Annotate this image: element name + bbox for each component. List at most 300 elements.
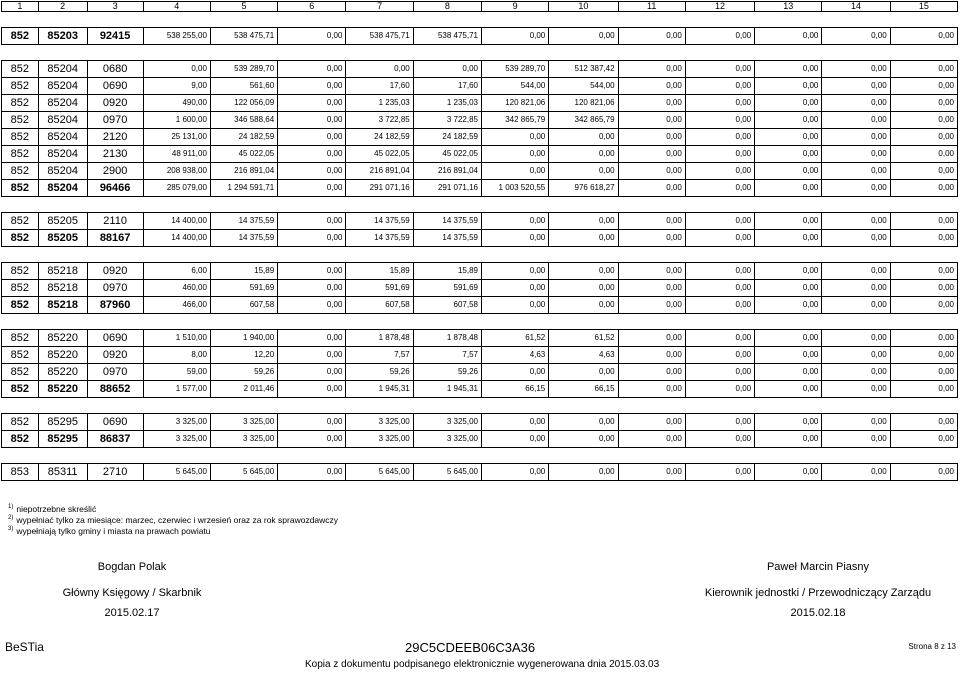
table-cell: 85205 [38,230,87,247]
table-cell: 1 294 591,71 [210,180,277,197]
table-cell: 0,00 [685,213,754,230]
table-cell: 5 645,00 [413,464,481,481]
table-cell: 122 056,09 [210,95,277,112]
table-cell: 0,00 [890,61,957,78]
table-cell: 0690 [87,78,143,95]
table-cell: 0,00 [822,263,890,280]
table-cell: 0,00 [822,213,890,230]
report-table [1,1,958,481]
table-row [2,280,958,297]
table-cell: 0,00 [822,431,890,448]
table-cell: 14 375,59 [210,230,277,247]
table-cell: 0,00 [890,129,957,146]
table-cell: 14 375,59 [413,230,481,247]
table-cell: 0,00 [890,263,957,280]
table-cell: 0920 [87,95,143,112]
table-cell: 1 945,31 [346,381,413,398]
table-cell: 0,00 [685,414,754,431]
table-cell: 85295 [38,414,87,431]
table-cell: 852 [2,230,39,247]
table-cell: 0,00 [890,381,957,398]
table-cell: 12,20 [210,347,277,364]
table-row-total [2,28,958,45]
table-cell: 538 475,71 [210,28,277,45]
table-cell: 85218 [38,263,87,280]
group-spacer [2,197,958,213]
table-cell: 3 325,00 [346,414,413,431]
table-cell: 0,00 [755,129,822,146]
table-cell: 0,00 [618,61,685,78]
table-cell: 0690 [87,414,143,431]
table-cell: 1 878,48 [346,330,413,347]
table-cell: 512 387,42 [549,61,618,78]
group-spacer [2,314,958,330]
table-cell: 0,00 [482,163,549,180]
table-cell: 0,00 [549,364,618,381]
table-cell: 0,00 [618,112,685,129]
table-cell: 0,00 [549,213,618,230]
table-cell: 0,00 [685,112,754,129]
table-cell: 88652 [87,381,143,398]
table-cell: 0,00 [755,78,822,95]
table-cell: 852 [2,95,39,112]
table-cell: 0,00 [822,330,890,347]
table-cell: 85203 [38,28,87,45]
table-cell: 87960 [87,297,143,314]
table-cell: 216 891,04 [346,163,413,180]
column-number: 4 [143,2,210,12]
table-cell: 3 325,00 [346,431,413,448]
table-cell: 0680 [87,61,143,78]
table-cell: 2 011,46 [210,381,277,398]
table-cell: 539 289,70 [210,61,277,78]
table-cell: 0,00 [278,280,346,297]
table-cell: 0,00 [822,364,890,381]
table-cell: 0,00 [278,263,346,280]
page-number: Strona 8 z 13 [908,642,956,651]
table-cell: 2120 [87,129,143,146]
table-row [2,464,958,481]
table-cell: 0,00 [755,431,822,448]
table-row [2,330,958,347]
table-cell: 0,00 [278,464,346,481]
table-cell: 0,00 [755,112,822,129]
table-cell: 0,00 [822,61,890,78]
table-cell: 0,00 [822,297,890,314]
table-cell: 0,00 [482,213,549,230]
table-cell: 0,00 [618,180,685,197]
table-cell: 0,00 [890,213,957,230]
table-cell: 3 722,85 [413,112,481,129]
table-cell: 0,00 [278,95,346,112]
table-cell: 0,00 [822,414,890,431]
table-cell: 14 375,59 [210,213,277,230]
table-row [2,347,958,364]
table-cell: 24 182,59 [346,129,413,146]
group-spacer [2,448,958,464]
table-cell: 9,00 [143,78,210,95]
table-cell: 85220 [38,330,87,347]
table-cell: 342 865,79 [549,112,618,129]
table-cell: 0,00 [890,280,957,297]
table-cell: 0,00 [685,364,754,381]
table-cell: 85218 [38,297,87,314]
table-cell: 14 375,59 [346,230,413,247]
table-cell: 0690 [87,330,143,347]
table-cell: 0,00 [482,297,549,314]
table-cell: 0,00 [482,28,549,45]
table-row [2,129,958,146]
table-cell: 460,00 [143,280,210,297]
table-cell: 85204 [38,78,87,95]
table-cell: 852 [2,330,39,347]
table-cell: 0,00 [685,347,754,364]
table-cell: 1 940,00 [210,330,277,347]
table-cell: 14 375,59 [413,213,481,230]
table-cell: 0,00 [618,95,685,112]
table-cell: 216 891,04 [210,163,277,180]
table-cell: 0,00 [143,61,210,78]
table-cell: 852 [2,280,39,297]
table-cell: 0,00 [685,28,754,45]
table-cell: 0,00 [482,431,549,448]
table-cell: 0,00 [685,146,754,163]
signer-left-date: 2015.02.17 [104,607,160,619]
table-cell: 0,00 [822,347,890,364]
table-cell: 0,00 [755,95,822,112]
table-cell: 0,00 [822,28,890,45]
table-cell: 0,00 [482,263,549,280]
column-number: 9 [482,2,549,12]
table-cell: 0,00 [890,112,957,129]
table-cell: 0,00 [482,230,549,247]
table-cell: 0,00 [890,297,957,314]
table-cell: 0920 [87,347,143,364]
table-cell: 852 [2,180,39,197]
table-cell: 85205 [38,213,87,230]
table-cell: 17,60 [413,78,481,95]
table-cell: 976 618,27 [549,180,618,197]
table-cell: 0,00 [482,364,549,381]
group-spacer [2,12,958,28]
table-cell: 88167 [87,230,143,247]
table-cell: 852 [2,213,39,230]
table-cell: 59,00 [143,364,210,381]
table-cell: 92415 [87,28,143,45]
table-row [2,95,958,112]
table-cell: 0,00 [890,330,957,347]
table-cell: 5 645,00 [143,464,210,481]
table-cell: 0,00 [890,364,957,381]
table-cell: 291 071,16 [346,180,413,197]
footnote-3: $^{3)}$ wypełniają tylko gminy i miasta na prawach powiatu [8,526,211,536]
table-cell: 85220 [38,381,87,398]
table-cell: 0,00 [890,464,957,481]
table-cell: 0,00 [755,347,822,364]
table-cell: 0,00 [822,95,890,112]
table-cell: 0,00 [822,112,890,129]
table-cell: 0,00 [618,78,685,95]
table-cell: 0,00 [482,464,549,481]
table-cell: 0,00 [618,381,685,398]
table-cell: 0,00 [482,414,549,431]
footnote-2: $^{2)}$ wypełniać tylko za miesiące: marzec, czerwiec i wrzesień oraz za rok sprawozdawczy [8,515,339,525]
table-row [2,112,958,129]
table-cell: 852 [2,28,39,45]
table-cell: 342 865,79 [482,112,549,129]
table-cell: 490,00 [143,95,210,112]
table-cell: 8,00 [143,347,210,364]
table-cell: 85311 [38,464,87,481]
table-cell: 0,00 [685,280,754,297]
table-cell: 852 [2,381,39,398]
table-cell: 0,00 [755,163,822,180]
table-cell: 0,00 [549,431,618,448]
table-cell: 0,00 [755,61,822,78]
table-cell: 0,00 [685,381,754,398]
table-cell: 0,00 [890,163,957,180]
table-cell: 1 003 520,55 [482,180,549,197]
table-cell: 0,00 [755,146,822,163]
table-cell: 0,00 [278,347,346,364]
table-cell: 0,00 [755,330,822,347]
table-cell: 7,57 [346,347,413,364]
table-cell: 0,00 [549,464,618,481]
table-cell: 0,00 [549,414,618,431]
table-cell: 24 182,59 [413,129,481,146]
system-name: BeSTia [5,640,44,654]
table-cell: 0,00 [278,213,346,230]
table-cell: 0,00 [685,129,754,146]
table-cell: 1 878,48 [413,330,481,347]
table-cell: 0,00 [278,230,346,247]
signer-left-name: Bogdan Polak [97,561,167,573]
table-cell: 2130 [87,146,143,163]
table-cell: 0,00 [755,297,822,314]
table-cell: 96466 [87,180,143,197]
table-cell: 85204 [38,146,87,163]
table-cell: 539 289,70 [482,61,549,78]
table-cell: 15,89 [346,263,413,280]
column-number: 6 [278,2,346,12]
table-cell: 0,00 [413,61,481,78]
table-cell: 0,00 [482,146,549,163]
table-cell: 0,00 [685,95,754,112]
table-cell: 85220 [38,347,87,364]
group-spacer [2,398,958,414]
table-cell: 2710 [87,464,143,481]
table-cell: 0,00 [278,297,346,314]
column-number: 15 [890,2,957,12]
table-cell: 14 400,00 [143,213,210,230]
column-number: 3 [87,2,143,12]
column-number: 7 [346,2,413,12]
table-cell: 0,00 [685,163,754,180]
table-cell: 0,00 [278,364,346,381]
table-cell: 0,00 [890,431,957,448]
table-cell: 25 131,00 [143,129,210,146]
column-number: 12 [685,2,754,12]
table-cell: 48 911,00 [143,146,210,163]
table-cell: 607,58 [413,297,481,314]
table-cell: 0,00 [618,280,685,297]
table-cell: 852 [2,163,39,180]
copy-note: Kopia z dokumentu podpisanego elektronicznie wygenerowana dnia 2015.03.03 [305,659,660,670]
table-cell: 120 821,06 [482,95,549,112]
table-cell: 852 [2,263,39,280]
header-row [2,2,958,12]
table-cell: 0,00 [618,230,685,247]
table-cell: 0,00 [549,129,618,146]
table-row [2,146,958,163]
table-cell: 0,00 [618,364,685,381]
table-cell: 1 510,00 [143,330,210,347]
table-cell: 3 325,00 [143,414,210,431]
table-cell: 59,26 [346,364,413,381]
table-cell: 85204 [38,112,87,129]
table-cell: 17,60 [346,78,413,95]
table-cell: 852 [2,414,39,431]
table-cell: 0,00 [278,129,346,146]
table-cell: 0,00 [755,28,822,45]
table-cell: 0,00 [618,347,685,364]
table-cell: 0,00 [890,180,957,197]
table-cell: 0,00 [618,330,685,347]
table-cell: 0,00 [549,163,618,180]
table-cell: 0,00 [755,230,822,247]
table-cell: 5 645,00 [346,464,413,481]
table-cell: 0,00 [685,61,754,78]
table-cell: 0,00 [549,263,618,280]
table-cell: 24 182,59 [210,129,277,146]
table-cell: 85295 [38,431,87,448]
table-cell: 0,00 [278,381,346,398]
table-cell: 0,00 [549,28,618,45]
table-row-total [2,230,958,247]
table-cell: 0970 [87,280,143,297]
table-cell: 852 [2,129,39,146]
table-cell: 0,00 [890,78,957,95]
table-cell: 591,69 [346,280,413,297]
table-cell: 85204 [38,61,87,78]
table-cell: 285 079,00 [143,180,210,197]
table-cell: 0,00 [278,163,346,180]
table-cell: 4,63 [482,347,549,364]
table-cell: 15,89 [413,263,481,280]
table-cell: 3 325,00 [143,431,210,448]
table-cell: 0,00 [618,213,685,230]
table-cell: 85204 [38,180,87,197]
table-cell: 852 [2,297,39,314]
table-cell: 3 325,00 [413,414,481,431]
table-cell: 852 [2,146,39,163]
signer-right-date: 2015.02.18 [790,607,846,619]
table-cell: 0,00 [685,297,754,314]
table-cell: 0,00 [822,280,890,297]
table-cell: 59,26 [413,364,481,381]
table-cell: 0,00 [822,163,890,180]
table-cell: 0,00 [278,180,346,197]
table-row [2,213,958,230]
table-row-total [2,431,958,448]
signer-right-role: Kierownik jednostki / Przewodniczący Zarządu [704,587,932,599]
table-cell: 0,00 [755,180,822,197]
table-cell: 607,58 [346,297,413,314]
column-number: 8 [413,2,481,12]
table-cell: 6,00 [143,263,210,280]
table-cell: 0,00 [549,280,618,297]
table-cell: 466,00 [143,297,210,314]
column-number: 2 [38,2,87,12]
signer-right-name: Paweł Marcin Piasny [766,561,870,573]
table-cell: 3 325,00 [210,414,277,431]
table-cell: 852 [2,78,39,95]
table-cell: 1 945,31 [413,381,481,398]
table-cell: 0,00 [755,381,822,398]
table-cell: 0,00 [822,146,890,163]
column-number: 14 [822,2,890,12]
table-cell: 2900 [87,163,143,180]
table-cell: 0,00 [685,263,754,280]
table-cell: 0,00 [685,230,754,247]
table-cell: 0,00 [685,330,754,347]
table-cell: 544,00 [549,78,618,95]
table-cell: 538 475,71 [413,28,481,45]
table-cell: 0,00 [278,78,346,95]
table-row [2,61,958,78]
table-cell: 4,63 [549,347,618,364]
table-cell: 7,57 [413,347,481,364]
table-cell: 0,00 [822,464,890,481]
table-cell: 607,58 [210,297,277,314]
table-cell: 538 255,00 [143,28,210,45]
column-number: 5 [210,2,277,12]
table-cell: 0,00 [822,230,890,247]
table-cell: 45 022,05 [346,146,413,163]
table-cell: 0,00 [618,414,685,431]
table-cell: 15,89 [210,263,277,280]
table-row [2,78,958,95]
table-cell: 852 [2,364,39,381]
table-cell: 0,00 [890,146,957,163]
table-cell: 0,00 [755,263,822,280]
table-cell: 0,00 [278,28,346,45]
table-cell: 2110 [87,213,143,230]
table-cell: 852 [2,347,39,364]
table-cell: 0,00 [618,163,685,180]
table-cell: 66,15 [482,381,549,398]
table-cell: 0,00 [278,330,346,347]
document-code: 29C5CDEEB06C3A36 [405,640,536,655]
table-cell: 0,00 [346,61,413,78]
table-cell: 0970 [87,112,143,129]
table-cell: 0,00 [618,464,685,481]
table-cell: 0,00 [685,464,754,481]
table-cell: 0,00 [278,146,346,163]
table-cell: 1 235,03 [346,95,413,112]
table-cell: 3 722,85 [346,112,413,129]
table-cell: 0,00 [822,381,890,398]
column-number: 1 [2,2,39,12]
table-cell: 85204 [38,163,87,180]
table-cell: 85218 [38,280,87,297]
table-cell: 216 891,04 [413,163,481,180]
table-row [2,263,958,280]
table-cell: 1 235,03 [413,95,481,112]
table-cell: 45 022,05 [413,146,481,163]
table-row-total [2,297,958,314]
table-cell: 0,00 [755,364,822,381]
